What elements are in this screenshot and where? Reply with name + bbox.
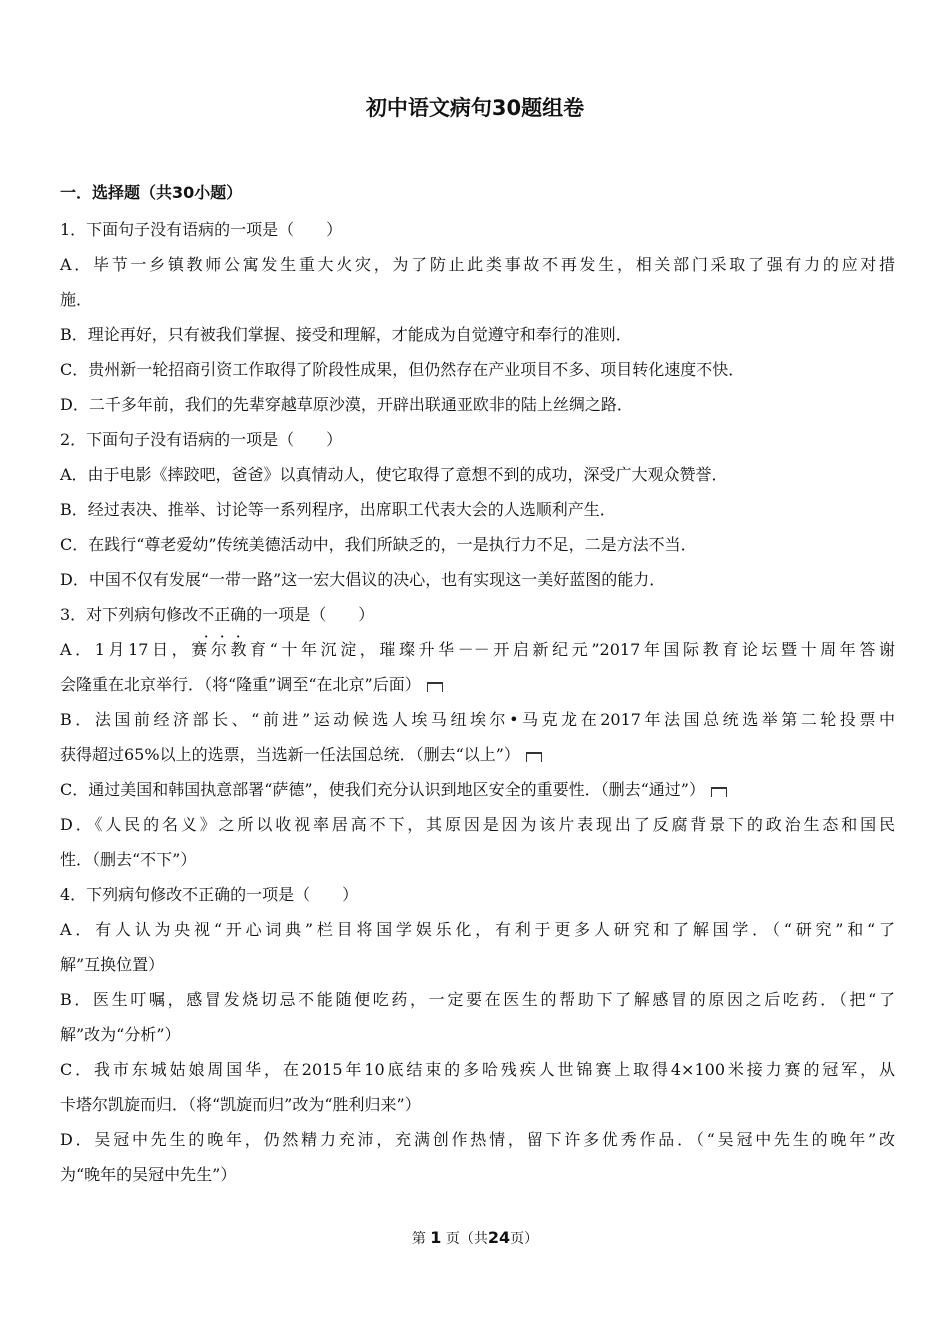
question-4-option-b-cont: 解”改为“分析”） bbox=[60, 1025, 181, 1044]
footer-pre: 第 bbox=[411, 1231, 426, 1247]
question-1-option-d[interactable]: D．二千多年前，我们的先辈穿越草原沙漠，开辟出联通亚欧非的陆上丝绸之路． bbox=[60, 395, 633, 414]
question-2-option-d[interactable]: D．中国不仅有发展“一带一路”这一宏大倡议的决心，也有实现这一美好蓝图的能力． bbox=[60, 570, 666, 589]
question-3-option-b-cont-text: 获得超过65%以上的选票，当选新一任法国总统．（删去“以上”） bbox=[60, 745, 520, 764]
question-3-option-a-cont-text: 会隆重在北京举行．（将“隆重”调至“在北京”后面） bbox=[60, 675, 421, 694]
question-4-option-d-cont: 为“晚年的吴冠中先生”） bbox=[60, 1165, 237, 1184]
bracket-mark-icon bbox=[526, 752, 542, 762]
question-1-option-c[interactable]: C．贵州新一轮招商引资工作取得了阶段性成果，但仍然存在产业项目不多、项目转化速度不快． bbox=[60, 360, 745, 379]
question-2-option-c[interactable]: C．在践行“尊老爱幼”传统美德活动中，我们所缺乏的，一是执行力不足，二是方法不当． bbox=[60, 535, 697, 554]
question-4-stem: 4．下列病句修改不正确的一项是（ ） bbox=[60, 885, 359, 904]
emphasis-dot-char: 不 bbox=[198, 605, 215, 624]
question-3-stem bbox=[60, 597, 895, 632]
question-3-option-d-cont: 性．（删去“不下”） bbox=[60, 850, 197, 869]
question-1-option-a-cont: 施． bbox=[60, 290, 93, 309]
question-3-option-b[interactable]: B．法国前经济部长、“前进”运动候选人埃马纽埃尔•马克龙在2017年法国总统选举第二轮投票中 bbox=[60, 710, 895, 729]
page-footer bbox=[0, 1228, 950, 1248]
question-3-option-a[interactable]: A．1月17日，赛尔教育“十年沉淀，璀璨升华－－开启新纪元”2017年国际教育论坛暨十周年答谢 bbox=[60, 640, 895, 659]
question-4-option-a-cont: 解”互换位置） bbox=[60, 955, 165, 974]
footer-post: 页） bbox=[510, 1231, 539, 1247]
question-3-option-b-cont bbox=[60, 737, 895, 772]
question-1-option-b[interactable]: B．理论再好，只有被我们掌握、接受和理解，才能成为自觉遵守和奉行的准则． bbox=[60, 325, 632, 344]
question-4-option-a[interactable]: A．有人认为央视“开心词典”栏目将国学娱乐化，有利于更多人研究和了解国学．（“研究”和“了 bbox=[60, 920, 895, 939]
bracket-mark-icon bbox=[711, 787, 727, 797]
question-1-stem: 1．下面句子没有语病的一项是（ ） bbox=[60, 220, 343, 239]
footer-page-number: 1 bbox=[430, 1228, 442, 1247]
question-3-option-a-cont bbox=[60, 667, 895, 702]
question-2-option-b[interactable]: B．经过表决、推举、讨论等一系列程序，出席职工代表大会的人选顺利产生． bbox=[60, 500, 616, 519]
question-3-option-c-text: C．通过美国和韩国执意部署“萨德”，使我们充分认识到地区安全的重要性．（删去“通过”） bbox=[60, 780, 705, 799]
question-4-option-c-cont: 卡塔尔凯旋而归．（将“凯旋而归”改为“胜利归来”） bbox=[60, 1095, 421, 1114]
question-3-option-d[interactable]: D．《人民的名义》之所以收视率居高不下，其原因是因为该片表现出了反腐背景下的政治生态和国民 bbox=[60, 815, 895, 834]
emphasis-dot-char: 正 bbox=[214, 605, 231, 624]
question-1-option-a[interactable]: A．毕节一乡镇教师公寓发生重大火灾，为了防止此类事故不再发生，相关部门采取了强有力的应对措 bbox=[60, 255, 895, 274]
question-4-option-c[interactable]: C．我市东城姑娘周国华，在2015年10底结束的多哈残疾人世锦赛上取得4×100米接力赛的冠军，从 bbox=[60, 1060, 895, 1079]
question-2-stem: 2．下面句子没有语病的一项是（ ） bbox=[60, 430, 343, 449]
question-4-option-b[interactable]: B．医生叮嘱，感冒发烧切忌不能随便吃药，一定要在医生的帮助下了解感冒的原因之后吃药．（把“了 bbox=[60, 990, 895, 1009]
question-3-option-c[interactable] bbox=[60, 772, 895, 807]
section-heading: 一．选择题（共30小题） bbox=[60, 183, 243, 202]
bracket-mark-icon bbox=[427, 682, 443, 692]
question-3-stem-pre: 3．对下列病句修改 bbox=[60, 605, 199, 624]
emphasis-dot-char: 确 bbox=[230, 605, 247, 624]
question-2-option-a[interactable]: A．由于电影《摔跤吧，爸爸》以真情动人，使它取得了意想不到的成功，深受广大观众赞誉． bbox=[60, 465, 728, 484]
page-title: 初中语文病句30题组卷 bbox=[365, 96, 585, 120]
question-4-option-d[interactable]: D．吴冠中先生的晚年，仍然精力充沛，充满创作热情，留下许多优秀作品．（“吴冠中先生的晚年”改 bbox=[60, 1130, 895, 1149]
footer-mid: 页（共 bbox=[445, 1231, 488, 1247]
footer-total-pages: 24 bbox=[487, 1228, 511, 1247]
question-list bbox=[60, 212, 895, 1192]
question-3-stem-post: 的一项是（ ） bbox=[246, 605, 375, 624]
